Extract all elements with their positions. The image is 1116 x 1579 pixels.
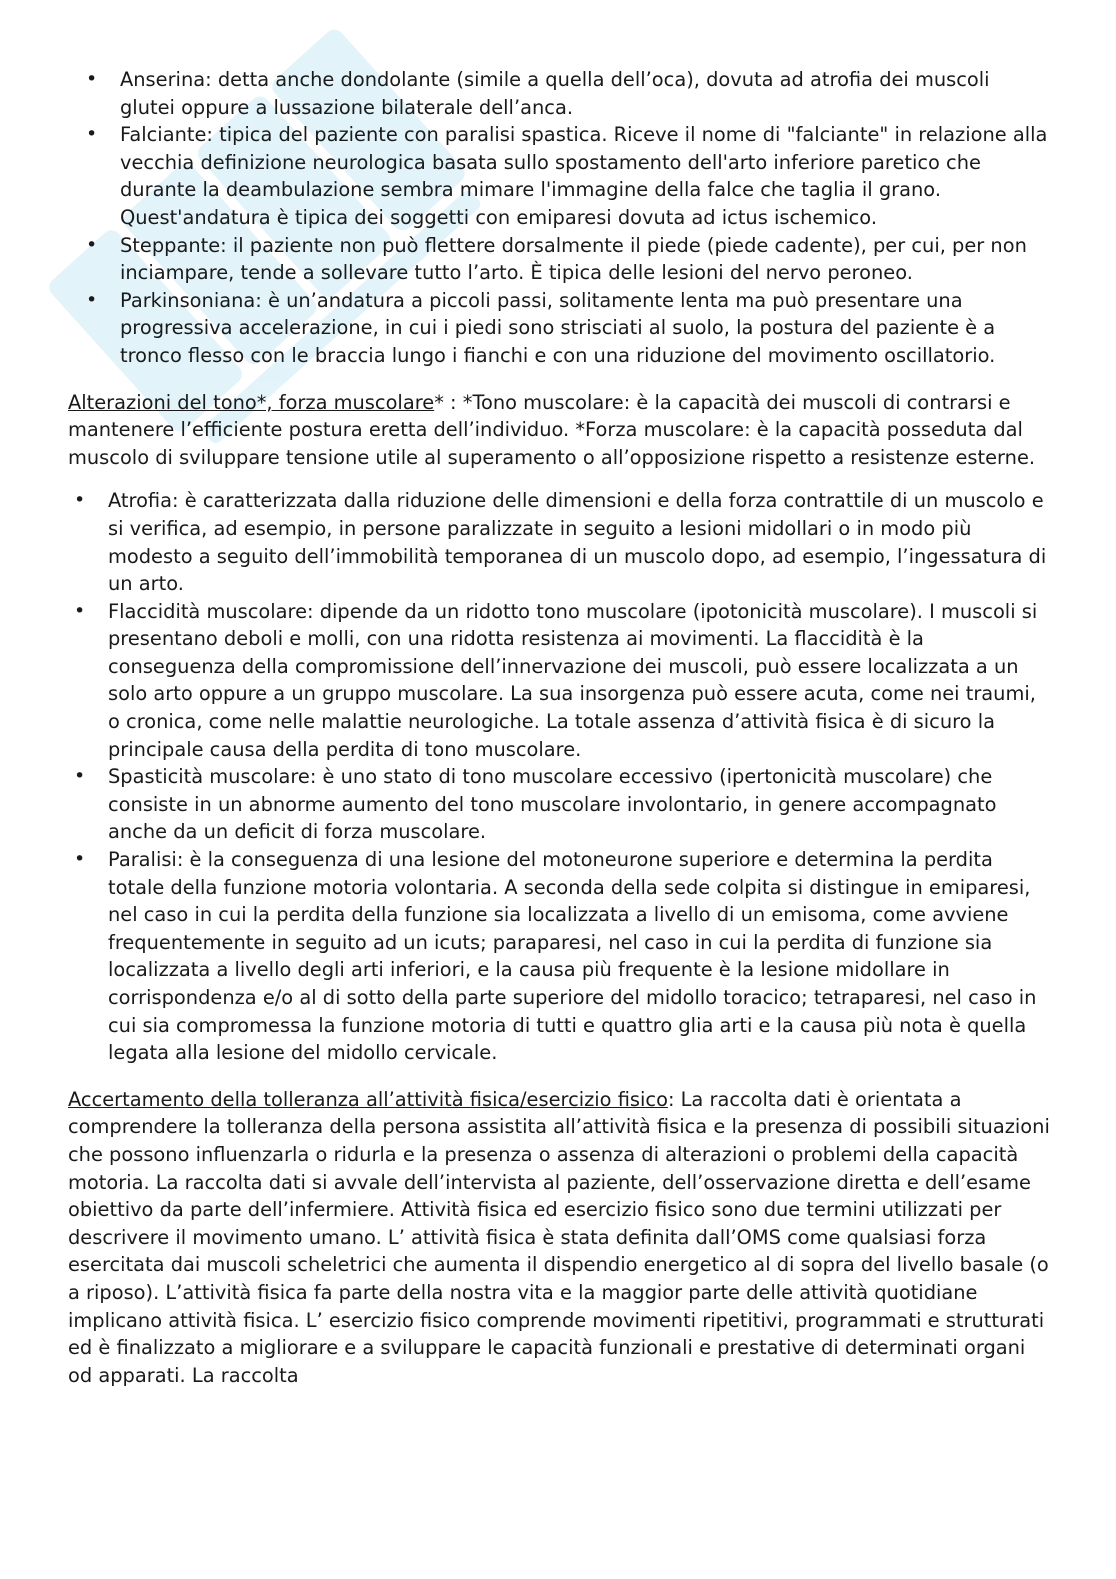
bullet-icon: • <box>74 765 86 788</box>
list-item-text: Atrofia: è caratterizzata dalla riduzione delle dimensioni e della forza contrattile di un muscolo e si verifica, ad esempio, in persone paralizzate in seguito a lesioni midollari o in modo più modesto a seguito dell’immobilità temporanea di un muscolo dopo, ad esempio, l’ingessatura di un arto. <box>108 489 1047 596</box>
list-item <box>86 66 1050 121</box>
list-item-text: Paralisi: è la conseguenza di una lesione del motoneurone superiore e determina la perdita totale della funzione motoria volontaria. A seconda della sede colpita si distingue in emiparesi, nel caso in cui la perdita della funzione sia localizzata a livello di un emisoma, come avviene frequentemente in seguito ad un icuts; paraparesi, nel caso in cui la perdita di funzione sia localizzata a livello degli arti inferiori, e la causa più frequente è la lesione midollare in corrispondenza e/o al di sotto della parte superiore del midollo toracico; tetraparesi, nel caso in cui sia compromessa la funzione motoria di tutti e quattro glia arti e la causa più nota è quella legata alla lesione del midollo cervicale. <box>108 848 1037 1065</box>
tone-section-heading: Alterazioni del tono*, forza muscolare <box>68 390 435 414</box>
list-item <box>74 487 1050 597</box>
list-item <box>74 846 1050 1067</box>
bullet-icon: • <box>86 288 98 311</box>
gait-types-list <box>86 66 1050 370</box>
list-item-text: Flaccidità muscolare: dipende da un ridotto tono muscolare (ipotonicità muscolare). I muscoli si presentano deboli e molli, con una ridotta resistenza ai movimenti. La flaccidità è la conseguenza della compromissione dell’innervazione dei muscoli, può essere localizzata a un solo arto oppure a un gruppo muscolare. La sua insorgenza può essere acuta, come nei traumi, o cronica, come nelle malattie neurologiche. La totale assenza d’attività fisica è di sicuro la principale causa della perdita di tono muscolare. <box>108 599 1038 761</box>
list-item-text: Falciante: tipica del paziente con paralisi spastica. Riceve il nome di "falciante" in relazione alla vecchia definizione neurologica basata sullo spostamento dell'arto inferiore paretico che durante la deambulazione sembra mimare l'immagine della falce che taglia il grano. Quest'andatura è tipica dei soggetti con emiparesi dovuta ad ictus ischemico. <box>120 123 1048 229</box>
list-item <box>86 287 1050 370</box>
list-item-text: Parkinsoniana: è un’andatura a piccoli passi, solitamente lenta ma può presentare una progressiva accelerazione, in cui i piedi sono strisciati al suolo, la postura del paziente è a tronco flesso con le braccia lungo i fianchi e con una riduzione del movimento oscillatorio. <box>120 288 996 367</box>
bullet-icon: • <box>86 233 98 256</box>
bullet-icon: • <box>86 123 98 146</box>
bullet-icon: • <box>74 489 86 512</box>
tone-section-text: * : *Tono muscolare: è la capacità dei muscoli di contrarsi e mantenere l’efficiente postura eretta dell’individuo. *Forza muscolare: è la capacità posseduta dal muscolo di sviluppare tensione utile al superamento o all’opposizione rispetto a resistenze esterne. <box>68 390 1036 469</box>
list-item <box>74 763 1050 846</box>
list-item-text: Steppante: il paziente non può flettere dorsalmente il piede (piede cadente), per cui, per non inciampare, tende a sollevare tutto l’arto. È tipica delle lesioni del nervo peroneo. <box>120 233 1027 285</box>
tone-section-paragraph <box>68 389 1050 472</box>
tone-alterations-list <box>74 487 1050 1066</box>
document-page <box>68 66 1050 1389</box>
bullet-icon: • <box>74 848 86 871</box>
activity-section-paragraph <box>68 1086 1050 1390</box>
list-item <box>74 598 1050 764</box>
bullet-icon: • <box>74 599 86 622</box>
bullet-icon: • <box>86 68 98 90</box>
list-item-text: Spasticità muscolare: è uno stato di tono muscolare eccessivo (ipertonicità muscolare) che consiste in un abnorme aumento del tono muscolare involontario, in genere accompagnato anche da un deficit di forza muscolare. <box>108 765 997 844</box>
list-item <box>86 121 1050 231</box>
activity-section-text: : La raccolta dati è orientata a comprendere la tolleranza della persona assistita all’attività fisica e la presenza di possibili situazioni che possono influenzarla o ridurla e la presenza o assenza di alterazioni o problemi della capacità motoria. La raccolta dati si avvale dell’intervista al paziente, dell’osservazione diretta e dell’esame obiettivo da parte dell’infermiere. Attività fisica ed esercizio fisico sono due termini utilizzati per descrivere il movimento umano. L’ attività fisica è stata definita dall’OMS come qualsiasi forza esercitata dai muscoli scheletrici che aumenta il dispendio energetico al di sopra del livello basale (o a riposo). L’attività fisica fa parte della nostra vita e la maggior parte delle attività quotidiane implicano attività fisica. L’ esercizio fisico comprende movimenti ripetitivi, programmati e strutturati ed è finalizzato a migliorare e a sviluppare le capacità funzionali e prestative di determinati organi od apparati. La raccolta <box>68 1087 1050 1387</box>
list-item <box>86 232 1050 287</box>
activity-section-heading: Accertamento della tolleranza all’attività fisica/esercizio fisico <box>68 1087 668 1111</box>
list-item-text: Anserina: detta anche dondolante (simile a quella dell’oca), dovuta ad atrofia dei muscoli glutei oppure a lussazione bilaterale dell’anca. <box>120 68 990 119</box>
